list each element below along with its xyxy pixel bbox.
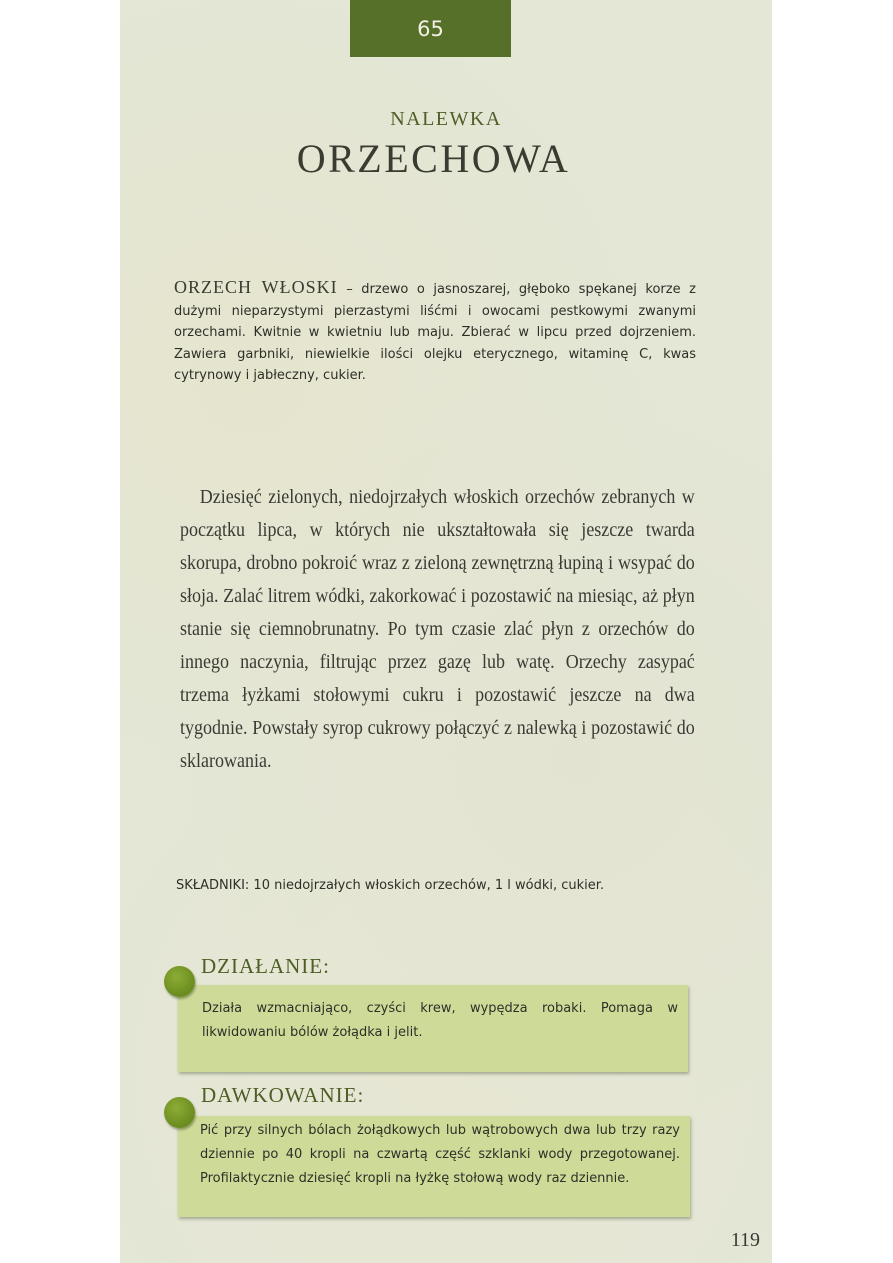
dosage-box	[178, 1116, 690, 1217]
action-box	[178, 985, 688, 1072]
dosage-text: Pić przy silnych bólach żołądkowych lub wątrobowych dwa lub trzy razy dziennie po 40 kropli na czwartą część szklanki wody przegotowanej. Profilaktycznie dziesięć kropli na łyżkę stołową wody raz dziennie.	[200, 1123, 680, 1186]
ingredients	[176, 878, 736, 893]
plant-description	[174, 277, 696, 387]
action-heading: DZIAŁANIE:	[201, 954, 330, 978]
preparation-text: Dziesięć zielonych, niedojrzałych włoskich orzechów zebranych w początku lipca, w których nie ukształtowała się jeszcze twarda skorupa, drobno pokroić wraz z zieloną zewnętrzną łupiną i wsypać do słoja. Zalać litrem wódki, zakorkować i pozostawić na miesiąc, aż płyn stanie się ciemnobrunatny. Po tym czasie zlać płyn z orzechów do innego naczynia, filtrując przez gazę lub watę. Orzechy zasypać trzema łyżkami stołowymi cukru i pozostawić jeszcze na dwa tygodnie. Powstały syrop cukrowy połączyć z nalewką i pozostawić do sklarowania.	[180, 486, 695, 772]
plant-description-text: – drzewo o jasnoszarej, głęboko spękanej korze z dużymi nieparzystymi pierzastymi liśćmi i owocami pestkowymi zwanymi orzechami. Kwitnie w kwietniu lub maju. Zbierać w lipcu przed dojrzeniem. Zawiera garbniki, niewielkie ilości olejku eterycznego, witaminę C, kwas cytrynowy i jabłeczny, cukier.	[174, 282, 696, 383]
title-line-2: ORZECHOWA	[296, 136, 571, 181]
page-number: 119	[730, 1229, 760, 1251]
bullet-dot-icon	[164, 1097, 195, 1128]
plant-name: ORZECH WŁOSKI	[174, 277, 338, 297]
bullet-dot-icon	[164, 966, 195, 997]
recipe-number-badge: 65	[350, 0, 511, 57]
dosage-heading: DAWKOWANIE:	[201, 1083, 365, 1107]
title-line-1: NALEWKA	[390, 108, 502, 130]
book-page	[120, 0, 772, 1263]
ingredients-text: 10 niedojrzałych włoskich orzechów, 1 l wódki, cukier.	[249, 878, 605, 893]
ingredients-label: SKŁADNIKI:	[176, 878, 250, 893]
action-text: Działa wzmacniająco, czyści krew, wypędza robaki. Pomaga w likwidowaniu bólów żołądka i jelit.	[202, 1001, 678, 1040]
